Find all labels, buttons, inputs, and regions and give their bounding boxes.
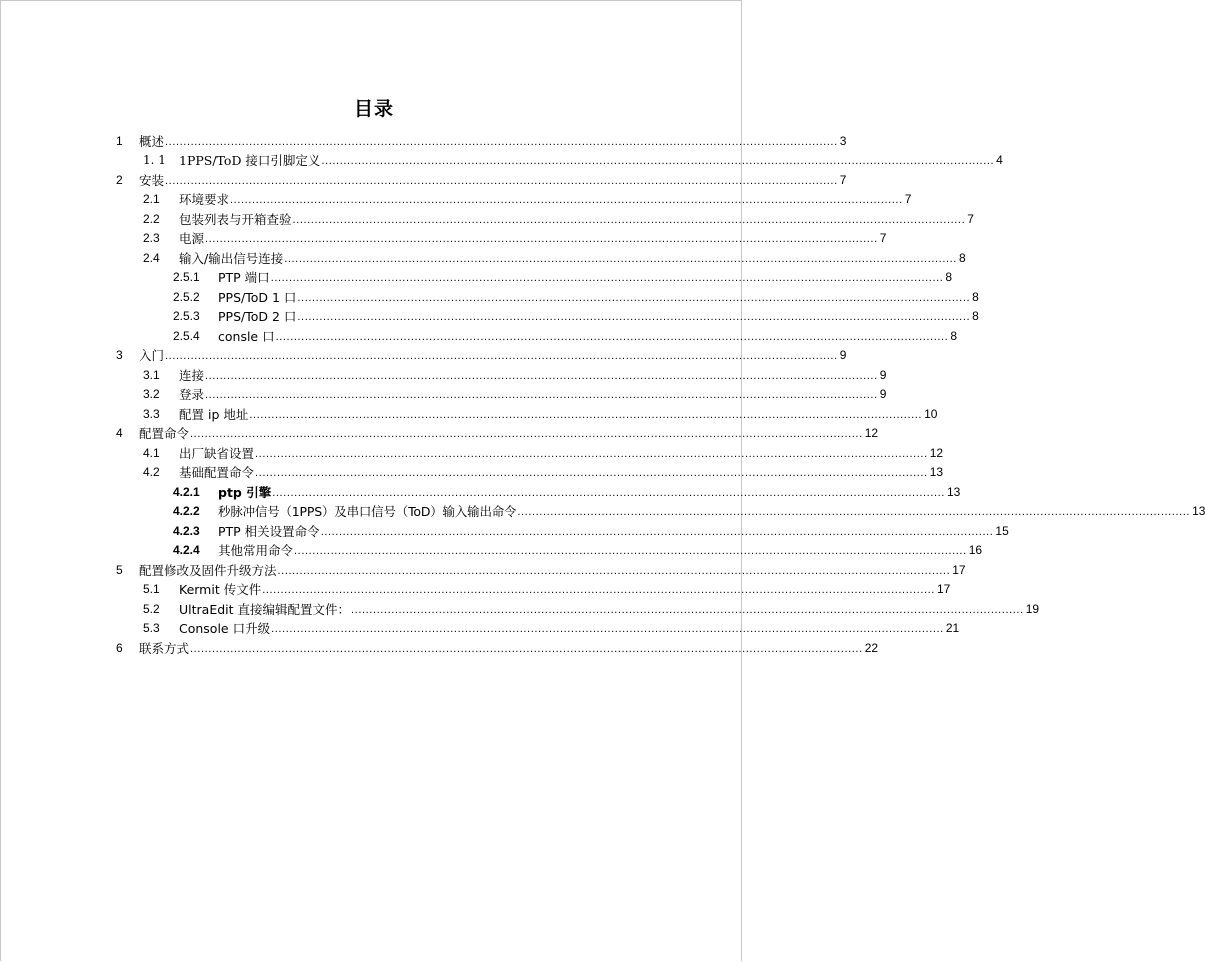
toc-leader-dots: ........................................................................................................................................................................................: [277, 564, 951, 577]
toc-entry-label: 配置修改及固件升级方法: [139, 562, 277, 578]
toc-entry-page: 21: [945, 621, 960, 635]
toc-entry-number: 4.2.1: [173, 484, 200, 499]
toc-entry-number: 4.2.4: [173, 543, 200, 557]
toc-entry-number: 2.1: [143, 192, 160, 206]
toc-entry-page: 13: [1192, 504, 1205, 518]
toc-entry-number: 5: [116, 562, 123, 577]
toc-entry-number: 5.3: [143, 621, 160, 635]
toc-entry-number: 2.3: [143, 231, 160, 245]
toc-entry-page: 7: [967, 211, 974, 226]
toc-entry-label: UltraEdit 直接编辑配置文件：: [179, 601, 351, 617]
toc-entry-page: 22: [864, 640, 879, 655]
toc-entry-page: 7: [879, 231, 887, 245]
toc-entry-label: consle 口: [218, 328, 275, 344]
toc-entry-label: 包装列表与开箱查验: [179, 211, 292, 227]
toc-entry-number: 3.3: [143, 406, 160, 421]
toc-leader-dots: ........................................................................................................................................................................................: [517, 506, 1191, 518]
toc-leader-dots: ........................................................................................................................................................................................: [205, 369, 878, 382]
toc-entry-page: 13: [946, 484, 961, 499]
toc-entry-number: 6: [116, 640, 123, 655]
toc-entry-number: 2.5.3: [173, 309, 200, 323]
toc-entry-label: 1PPS/ToD 接口引脚定义: [179, 153, 321, 168]
toc-entry-number: 2.5.4: [173, 328, 200, 343]
toc-entry-label: PTP 相关设置命令: [218, 523, 320, 539]
toc-entry-label: 基础配置命令: [179, 465, 255, 480]
toc-entry-page: 15: [995, 523, 1009, 538]
toc-entry-label: PPS/ToD 2 口: [218, 309, 297, 324]
toc-leader-dots: ........................................................................................................................................................................................: [249, 408, 923, 421]
toc-entry-page: 13: [929, 465, 944, 479]
toc-leader-dots: ........................................................................................................................................................................................: [205, 389, 878, 401]
toc-entry-page: 3: [839, 133, 847, 148]
toc-entry-page: 16: [968, 543, 983, 557]
toc-entry-number: 1. 1: [143, 153, 166, 167]
toc-entry-number: 4.2.2: [173, 504, 200, 518]
toc-entry-label: 配置命令: [139, 426, 190, 441]
toc-leader-dots: ........................................................................................................................................................................................: [255, 467, 928, 479]
toc-entry-label: 其他常用命令: [218, 543, 294, 558]
toc-entry-label: 配置 ip 地址: [179, 406, 249, 422]
toc-leader-dots: ........................................................................................................................................................................................: [294, 545, 967, 557]
toc-entry-number: 3: [116, 348, 123, 362]
toc-entry-page: 9: [879, 367, 887, 382]
toc-entry-page: 9: [879, 387, 887, 401]
toc-leader-dots: ........................................................................................................................................................................................: [165, 350, 838, 362]
toc-leader-dots: ........................................................................................................................................................................................: [205, 233, 878, 245]
toc-entry-number: 4.1: [143, 445, 160, 460]
toc-entry-label: 入门: [139, 348, 165, 363]
toc-entry-label: ptp 引擎: [218, 484, 272, 500]
toc-entry-number: 2.4: [143, 250, 160, 265]
toc-entry-label: 环境要求: [179, 192, 230, 207]
toc-entry-number: 2.5.1: [173, 270, 200, 284]
toc-entry-page: 7: [839, 172, 847, 187]
toc-entry-label: PTP 端口: [218, 270, 270, 285]
toc-leader-dots: ........................................................................................................................................................................................: [271, 623, 944, 635]
toc-entry-number: 5.2: [143, 601, 160, 616]
toc-entry-page: 8: [972, 289, 979, 304]
toc-entry-number: 2.2: [143, 211, 160, 226]
toc-entry-page: 8: [945, 270, 953, 284]
toc-leader-dots: ........................................................................................................................................................................................: [297, 291, 971, 304]
toc-leader-dots: ........................................................................................................................................................................................: [262, 584, 935, 596]
toc-entry-number: 4.2.3: [173, 523, 200, 538]
toc-leader-dots: ........................................................................................................................................................................................: [165, 174, 838, 187]
toc-leader-dots: ........................................................................................................................................................................................: [255, 447, 928, 460]
toc-title: 目录: [353, 98, 394, 120]
toc-entry-number: 2.5.2: [173, 289, 200, 304]
toc-entry-page: 9: [839, 348, 847, 362]
toc-entry-label: 出厂缺省设置: [179, 445, 255, 461]
toc-entry-page: 8: [972, 309, 979, 323]
toc-entry-page: 12: [929, 445, 944, 460]
toc-leader-dots: ........................................................................................................................................................................................: [190, 428, 863, 440]
toc-entry-label: 安装: [139, 172, 165, 188]
toc-entry-page: 17: [936, 582, 951, 596]
toc-entry-label: 联系方式: [139, 640, 190, 656]
toc-leader-dots: ........................................................................................................................................................................................: [230, 194, 903, 206]
toc-entry-page: 8: [958, 250, 966, 265]
toc-entry-page: 7: [904, 192, 912, 206]
toc-leader-dots: ........................................................................................................................................................................................: [284, 252, 957, 265]
toc-entry-number: 1: [116, 133, 123, 148]
toc-leader-dots: ........................................................................................................................................................................................: [165, 135, 838, 148]
toc-entry-page: 4: [996, 153, 1003, 167]
toc-leader-dots: ........................................................................................................................................................................................: [292, 213, 966, 226]
toc-entry-number: 2: [116, 172, 123, 187]
toc-entry-page: 12: [864, 426, 879, 440]
toc-entry-label: 登录: [179, 387, 205, 402]
toc-leader-dots: ........................................................................................................................................................................................: [320, 525, 994, 538]
toc-entry-label: Console 口升级: [179, 621, 271, 636]
toc-entry-label: 连接: [179, 367, 205, 383]
toc-leader-dots: ........................................................................................................................................................................................: [190, 642, 863, 655]
toc-entry-number: 3.2: [143, 387, 160, 401]
toc-entry-label: 输入/输出信号连接: [179, 250, 284, 266]
toc-leader-dots: ........................................................................................................................................................................................: [297, 311, 971, 323]
toc-entry-label: 概述: [139, 133, 165, 149]
toc-entry-label: 秒脉冲信号（1PPS）及串口信号（ToD）输入输出命令: [218, 504, 517, 519]
toc-entry-page: 8: [950, 328, 958, 343]
toc-leader-dots: ........................................................................................................................................................................................: [270, 272, 944, 284]
toc-entry-label: PPS/ToD 1 口: [218, 289, 297, 305]
toc-leader-dots: ........................................................................................................................................................................................: [275, 330, 949, 343]
toc-leader-dots: ........................................................................................................................................................................................: [272, 486, 945, 499]
toc-entry-label: 电源: [179, 231, 205, 246]
toc-entry-page: 10: [924, 406, 938, 421]
toc-entry-number: 4.2: [143, 465, 160, 479]
toc-entry-number: 3.1: [143, 367, 160, 382]
toc-leader-dots: ........................................................................................................................................................................................: [351, 603, 1024, 616]
toc-entry-number: 4: [116, 426, 123, 440]
toc-entry-label: Kermit 传文件: [179, 582, 262, 597]
toc-entry-page: 17: [952, 562, 966, 577]
toc-entry-number: 5.1: [143, 582, 160, 596]
toc-leader-dots: ........................................................................................................................................................................................: [321, 155, 995, 167]
toc-entry-page: 19: [1025, 601, 1040, 616]
